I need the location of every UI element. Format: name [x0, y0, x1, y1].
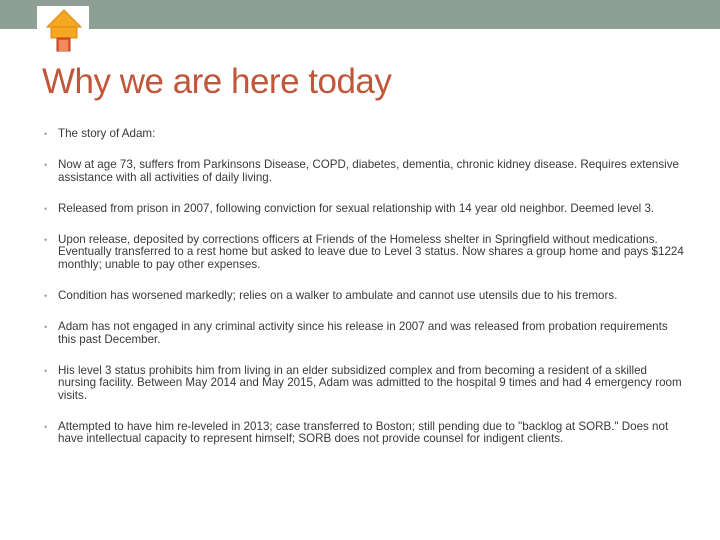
- bullet-icon: •: [44, 235, 48, 246]
- bullet-icon: •: [44, 322, 48, 333]
- bullet-text: Released from prison in 2007, following conviction for sexual relationship with 14 year old neighbor. Deemed level 3.: [58, 201, 655, 215]
- logo: [37, 6, 89, 52]
- list-item: [44, 290, 684, 302]
- list-item: [44, 128, 684, 140]
- bullet-text: Adam has not engaged in any criminal activity since his release in 2007 and was released from probation requirements this past December.: [58, 320, 668, 346]
- bullet-text: Upon release, deposited by corrections officers at Friends of the Homeless shelter in Springfield without medications. Eventually transferred to a rest home but asked to leave due to Level 3 status. Now shares a group home and pays $1224 monthly; unable to pay other expenses.: [58, 233, 684, 271]
- list-item: [44, 159, 684, 184]
- bullet-text: Condition has worsened markedly; relies on a walker to ambulate and cannot use utensils due to his tremors.: [58, 289, 618, 303]
- bullet-list: [44, 128, 684, 445]
- bullet-icon: •: [44, 129, 48, 139]
- house-icon: [37, 6, 89, 52]
- bullet-icon: •: [44, 365, 48, 376]
- bullet-text: Now at age 73, suffers from Parkinsons Disease, COPD, diabetes, dementia, chronic kidney disease. Requires extensive assistance with all activities of daily living.: [58, 158, 680, 184]
- top-bar: [0, 0, 720, 29]
- bullet-text: Attempted to have him re-leveled in 2013; case transferred to Boston; still pending due to "backlog at SORB." Does not have intellectual capacity to represent himself; SORB does not provide counsel for indigent clients.: [58, 419, 669, 446]
- list-item: [44, 234, 684, 271]
- list-item: [44, 365, 684, 402]
- bullet-icon: •: [44, 291, 48, 302]
- list-item: [44, 421, 684, 446]
- bullet-icon: •: [44, 203, 48, 214]
- page-title: Why we are here today: [42, 62, 392, 101]
- list-item: [44, 203, 684, 215]
- bullet-icon: •: [44, 421, 48, 432]
- bullet-text: His level 3 status prohibits him from living in an elder subsidized complex and from becoming a resident of a skilled nursing facility. Between May 2014 and May 2015, Adam was admitted to the hospital 9 times and had 4 emergency room visits.: [58, 363, 682, 402]
- bullet-text: The story of Adam:: [58, 127, 156, 140]
- bullet-icon: •: [44, 160, 48, 171]
- list-item: [44, 321, 684, 346]
